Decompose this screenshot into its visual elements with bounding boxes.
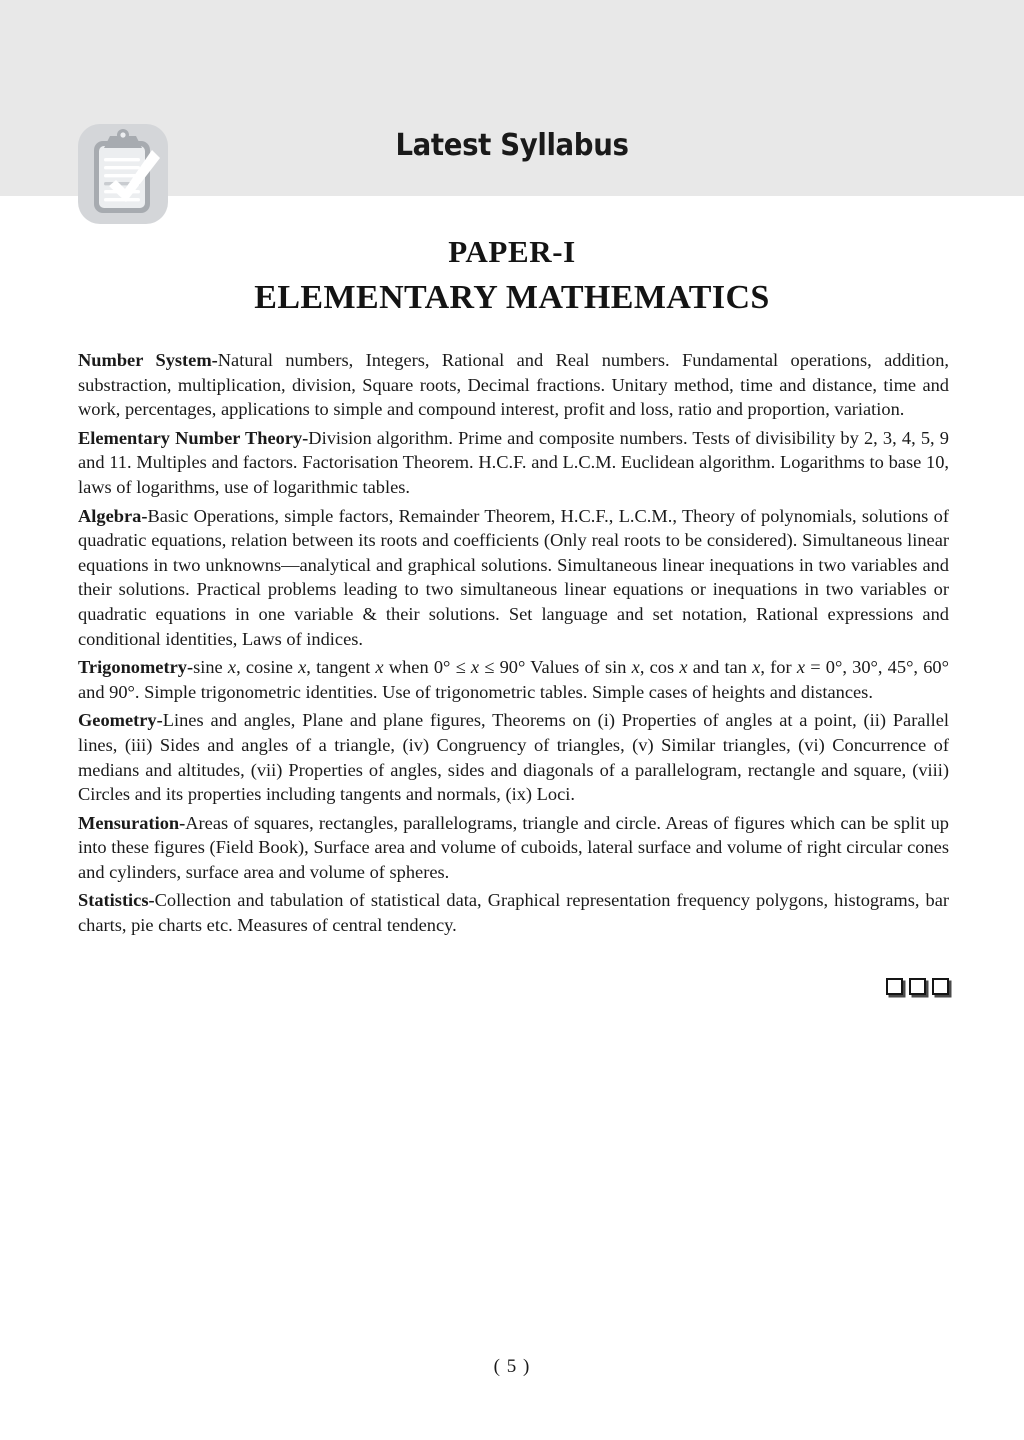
- math-variable: x: [752, 657, 761, 678]
- syllabus-section: [78, 426, 949, 500]
- syllabus-section: [78, 708, 949, 806]
- section-body: Collection and tabulation of statistical data, Graphical representation frequency polygons, histograms, bar charts, pie charts etc. Measures of central tendency.: [78, 890, 949, 936]
- end-square: [886, 978, 903, 995]
- section-end-squares: [0, 978, 949, 995]
- paper-number: PAPER-I: [448, 234, 576, 269]
- section-body: Lines and angles, Plane and plane figures, Theorems on (i) Properties of angles at a point, (ii) Parallel lines, (iii) Sides and angles of a triangle, (iv) Congruency of triangles, (v) Similar triangles, (vi) Concurrence of medians and altitudes, (vii) Properties of angles, sides and diagonals of a parallelogram, rectangle and square, (viii) Circles and its properties including tangents and normals, (ix) Loci.: [78, 710, 949, 805]
- syllabus-section: [78, 888, 949, 937]
- section-body: Basic Operations, simple factors, Remainder Theorem, H.C.F., L.C.M., Theory of polynomials, solutions of quadratic equations, relation between its roots and coefficients (Only real roots to be considered). Simultaneous linear equations in two unknowns—analytical and graphical solutions. Simultaneous linear inequations in two variables and their solutions. Practical problems leading to two simultaneous linear equations or inequations in two variables or quadratic equations in one variable & their solutions. Set language and set notation, Rational expressions and conditional identities, Laws of indices.: [78, 505, 949, 649]
- end-square: [932, 978, 949, 995]
- section-heading: Number System-: [78, 350, 218, 370]
- math-variable: x: [227, 657, 237, 678]
- end-square: [909, 978, 926, 995]
- section-heading: Algebra-: [78, 505, 148, 526]
- section-heading: Statistics-: [78, 890, 155, 911]
- section-body: Division algorithm. Prime and composite numbers. Tests of divisibility by 2, 3, 4, 5, 9 and 11. Multiples and factors. Factorisation Theorem. H.C.F. and L.C.M. Euclidean algorithm. Logarithms to base 10, laws of logarithms, use of logarithmic tables.: [78, 427, 949, 497]
- section-heading: Mensuration-: [78, 812, 186, 833]
- math-variable: x: [298, 657, 307, 678]
- section-heading: Geometry-: [78, 710, 163, 731]
- section-heading: Elementary Number Theory-: [78, 427, 309, 448]
- banner-title: Latest Syllabus: [395, 128, 629, 163]
- syllabus-section: [78, 811, 949, 885]
- math-variable: x: [631, 657, 640, 678]
- syllabus-section: [78, 655, 949, 704]
- math-variable: x: [375, 657, 384, 678]
- section-body: sine x, cosine x, tangent x when 0° ≤ x ≤ 90° Values of sin x, cos x and tan x, for x = 0°, 30°, 45°, 60° and 90°. Simple trigonometric identities. Use of trigonometric tables. Simple cases of heights and distances.: [78, 657, 949, 702]
- math-variable: x: [679, 657, 688, 678]
- section-body: Areas of squares, rectangles, parallelograms, triangle and circle. Areas of figures which can be split up into these figures (Field Book), Surface area and volume of cuboids, lateral surface and volume of right circular cones and cylinders, surface area and volume of spheres.: [78, 812, 949, 882]
- syllabus-section: [78, 504, 949, 652]
- clipboard-check-icon: [76, 122, 170, 226]
- syllabus-body: [78, 348, 949, 938]
- paper-name: ELEMENTARY MATHEMATICS: [254, 278, 770, 316]
- paper-heading-block: [0, 232, 1024, 320]
- page-number: ( 5 ): [493, 1356, 531, 1377]
- syllabus-section: [78, 348, 949, 422]
- math-variable: x: [470, 657, 480, 678]
- math-variable: x: [796, 657, 805, 678]
- section-body: Natural numbers, Integers, Rational and Real numbers. Fundamental operations, addition, substraction, multiplication, division, Square roots, Decimal fractions. Unitary method, time and distance, time and work, percentages, applications to simple and compound interest, profit and loss, ratio and proportion, variation.: [78, 350, 949, 420]
- section-heading: Trigonometry-: [78, 657, 194, 678]
